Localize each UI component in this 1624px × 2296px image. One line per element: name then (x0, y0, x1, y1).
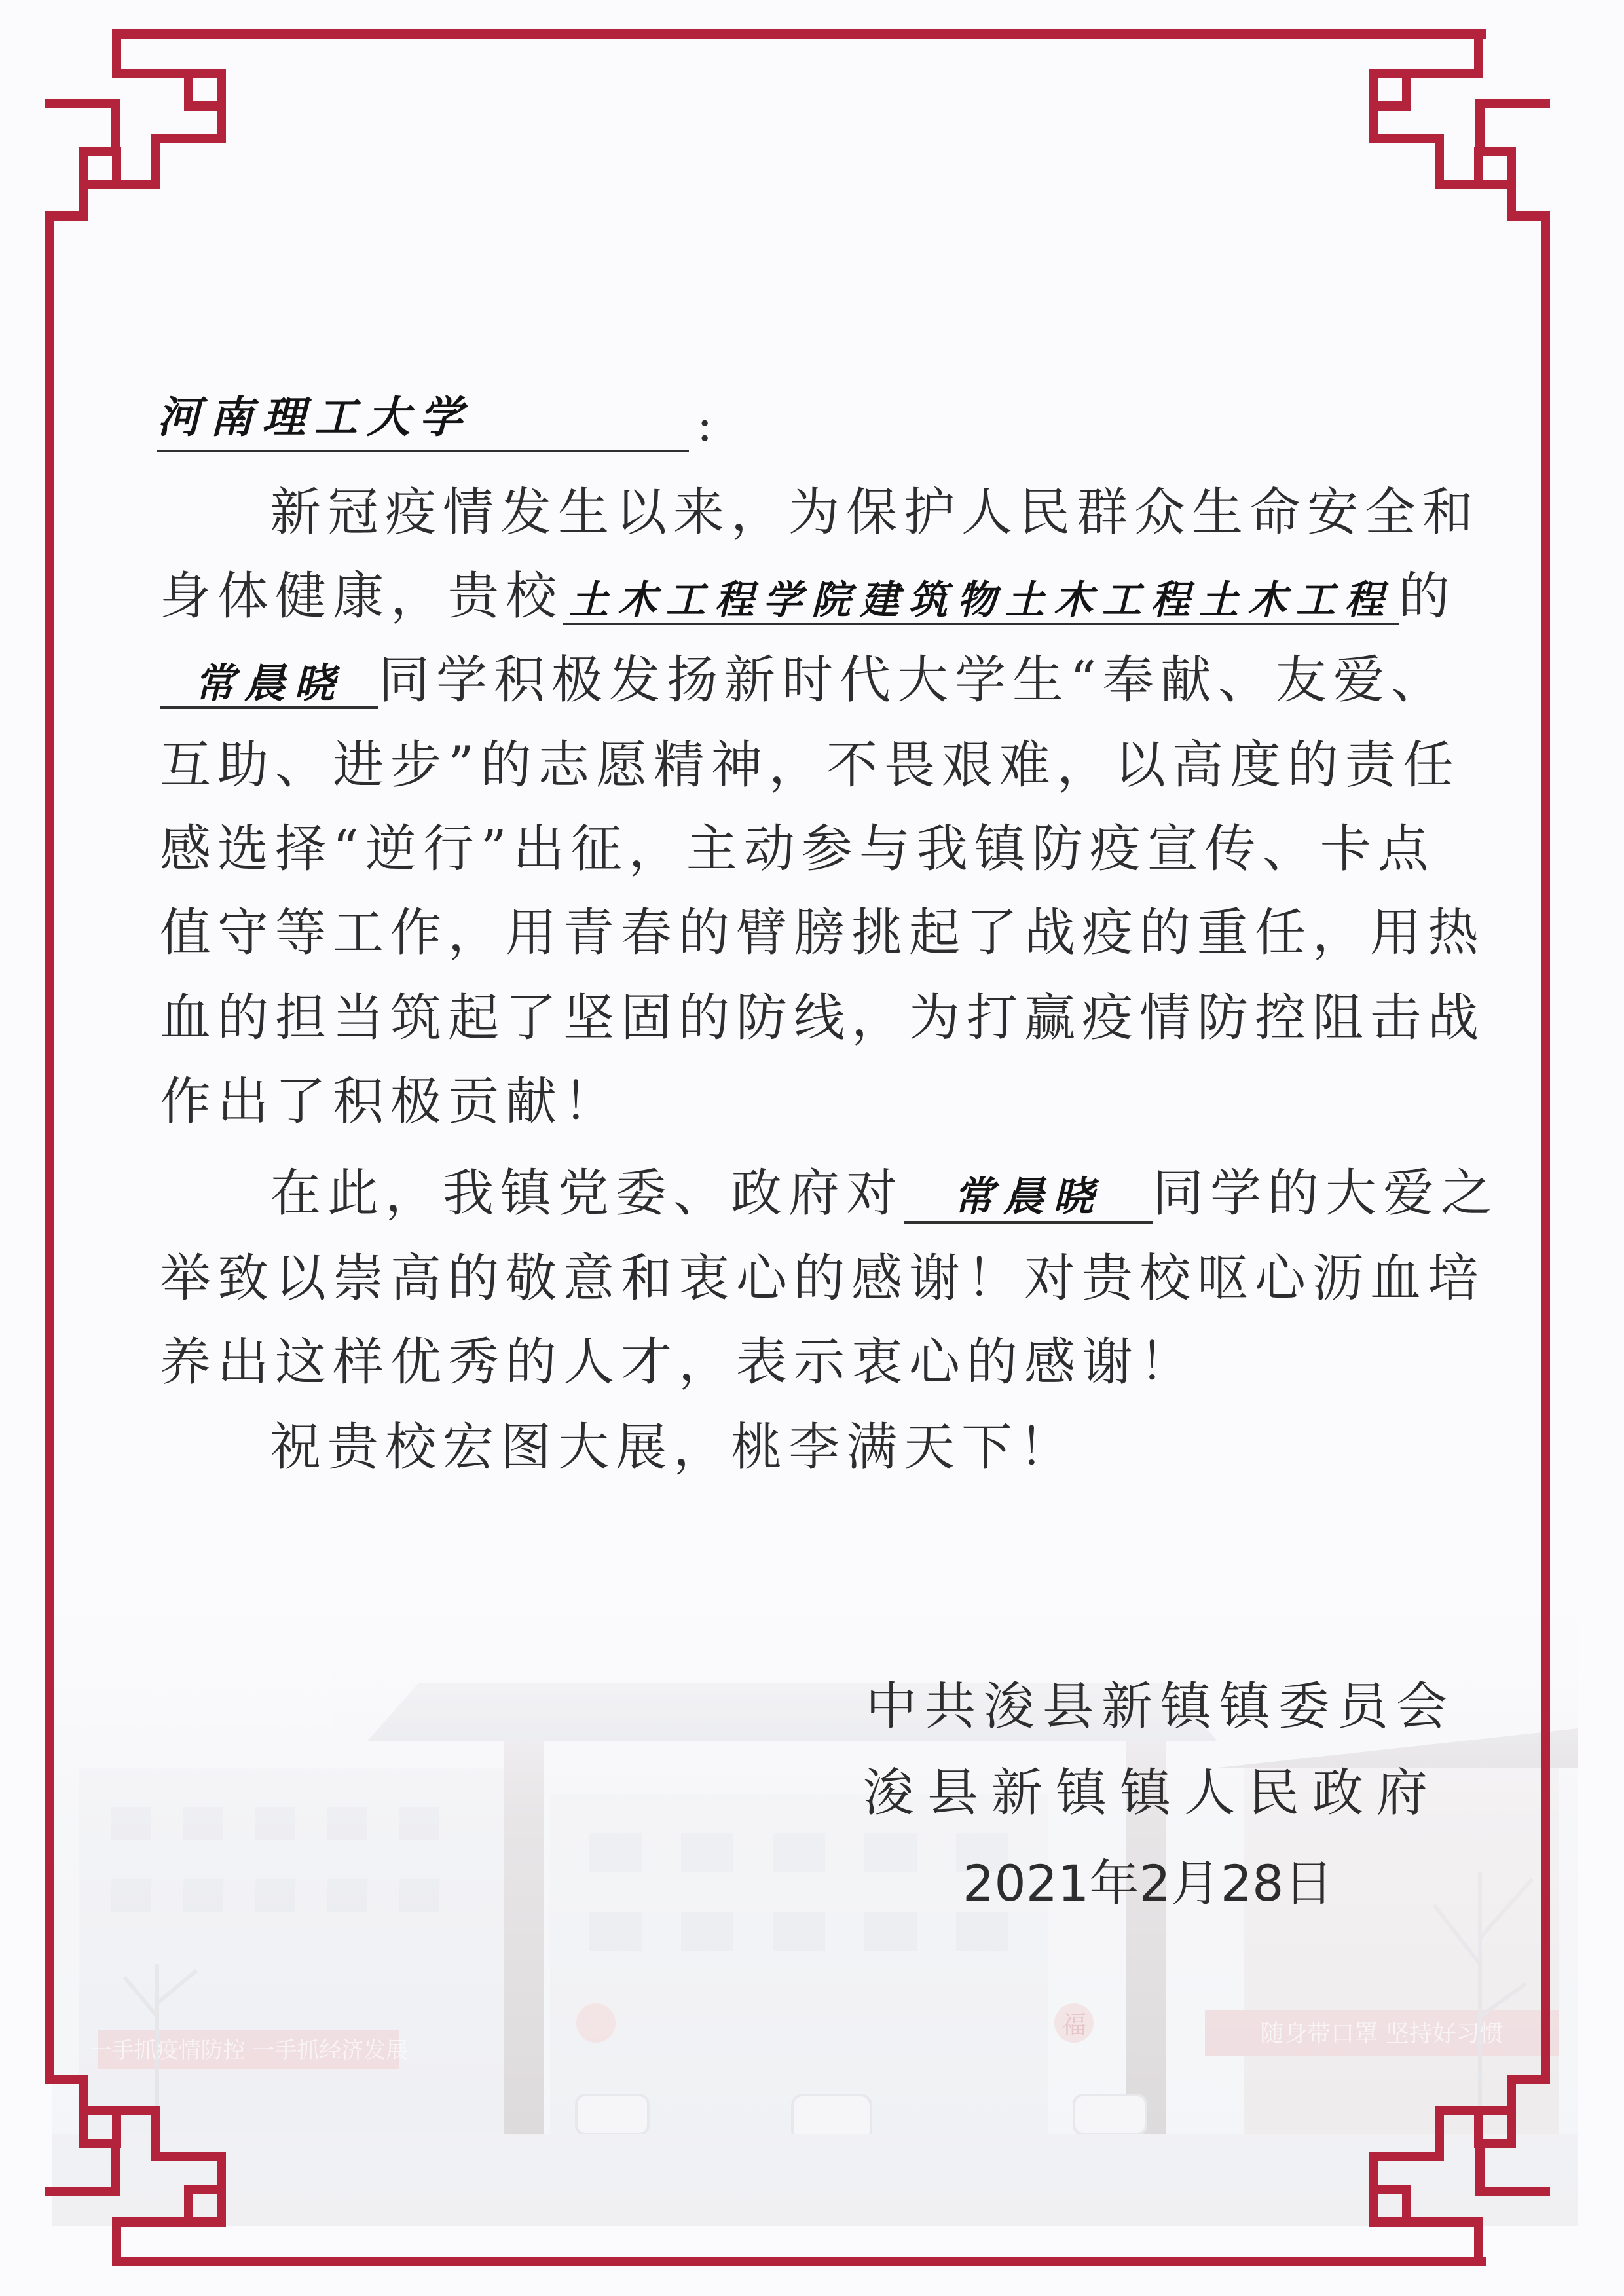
student-name-field: 常晨晓 (160, 663, 378, 709)
p2-line-2: 举致以崇高的敬意和衷心的感谢！对贵校呕心沥血培 (160, 1249, 1486, 1308)
corner-ornament-top-left (50, 34, 221, 216)
p2-line-1-suffix: 同学的大爱之 (1153, 1164, 1499, 1223)
corner-ornament-bottom-left (50, 2079, 221, 2261)
p1-line-2-suffix: 的 (1399, 567, 1457, 626)
p2-line-1 (270, 1164, 1553, 1224)
corner-ornament-bottom-right (1374, 2079, 1545, 2261)
p1-line-5: 感选择“逆行”出征，主动参与我镇防疫宣传、卡点 (160, 820, 1435, 879)
corner-ornament-top-right (1374, 34, 1545, 216)
p1-line-8: 作出了积极贡献！ (160, 1072, 621, 1131)
signature-org-2: 浚县新镇镇人民政府 (863, 1764, 1441, 1823)
p1-line-6: 值守等工作，用青春的臂膀挑起了战疫的重任，用热 (160, 903, 1486, 962)
student-name-field-2: 常晨晓 (904, 1176, 1153, 1224)
p2-line-3: 养出这样优秀的人才，表示衷心的感谢！ (160, 1333, 1198, 1392)
p1-line-4: 互助、进步”的志愿精神，不畏艰难，以高度的责任 (160, 736, 1460, 795)
p1-line-7: 血的担当筑起了坚固的防线，为打赢疫情防控阻击战 (160, 989, 1486, 1048)
addressee (157, 382, 689, 452)
p3-line-1: 祝贵校宏图大展，桃李满天下！ (270, 1418, 1077, 1477)
p1-line-1: 新冠疫情发生以来，为保护人民群众生命安全和 (270, 483, 1481, 542)
p1-line-2 (160, 567, 1457, 626)
p1-line-3 (160, 651, 1449, 710)
p1-line-2-prefix: 身体健康，贵校 (160, 567, 564, 626)
p2-line-1-prefix: 在此，我镇党委、政府对 (270, 1164, 904, 1223)
signature-org-1: 中共浚县新镇镇委员会 (866, 1677, 1456, 1736)
addressee-colon: : (697, 397, 713, 452)
p1-line-3-text: 同学积极发扬新时代大学生“奉献、友爱、 (378, 651, 1449, 710)
department-field: 土木工程学院建筑物土木工程土木工程 (563, 581, 1399, 625)
addressee-name: 河南理工大学 (157, 382, 689, 452)
signature-date: 2021年2月28日 (963, 1854, 1334, 1912)
